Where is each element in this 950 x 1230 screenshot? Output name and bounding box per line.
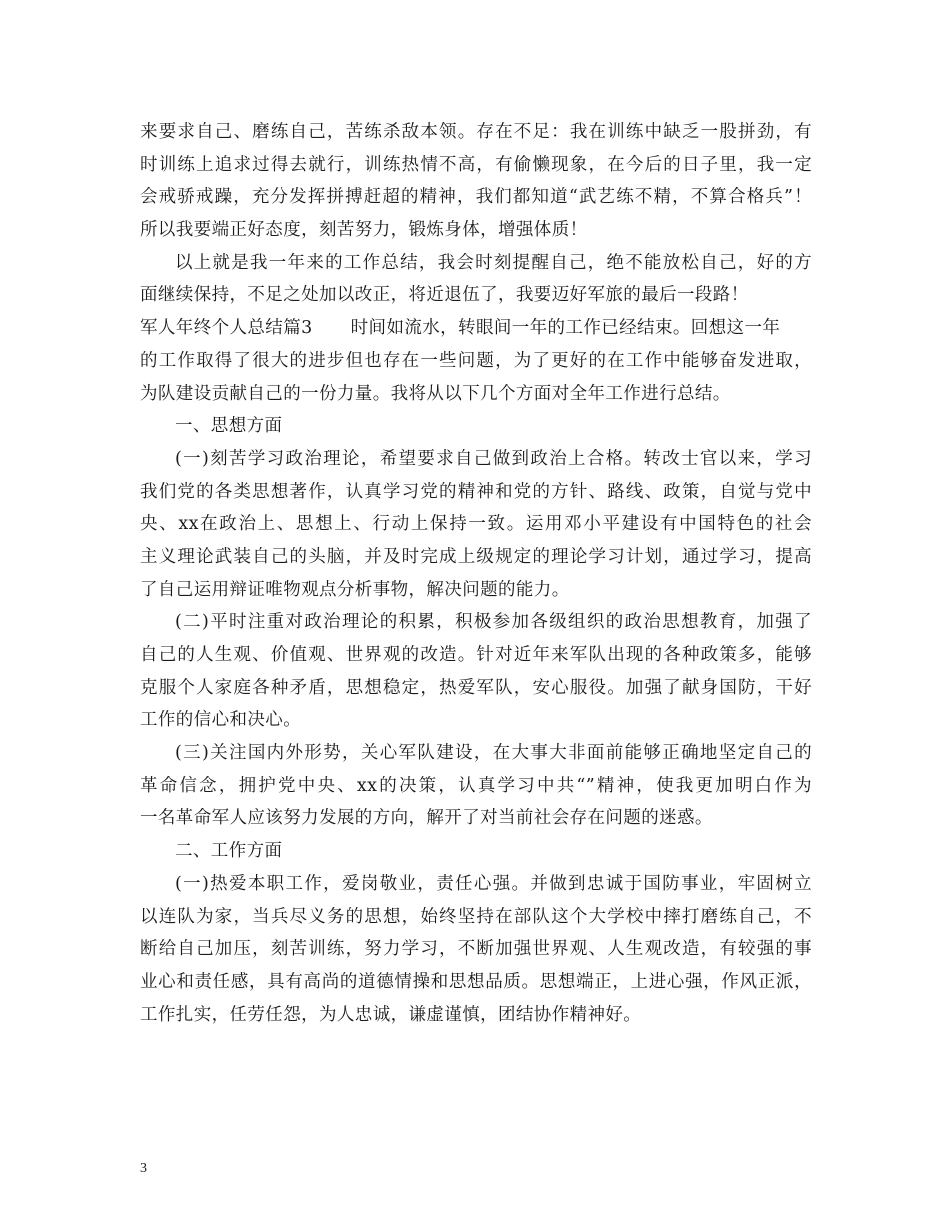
text-line [140, 835, 812, 868]
text-line [140, 966, 812, 999]
text-line-content: 一、思想方面 [175, 416, 283, 437]
text-line-content: 以连队为家，当兵尽义务的思想，始终坚持在部队这个大学校中摔打磨练自己，不 [140, 906, 812, 927]
text-line [140, 868, 812, 901]
text-line [140, 770, 812, 803]
text-line [140, 345, 812, 378]
text-line [140, 214, 812, 247]
text-line-content: 业心和责任感，具有高尚的道德情操和思想品质。思想端正，上进心强，作风正派， [140, 971, 812, 992]
text-line [140, 933, 812, 966]
text-line [140, 999, 812, 1032]
text-line-content: 时间如流水，转眼间一年的工作已经结束。回想这一年 [350, 318, 781, 339]
text-line-content: 为队建设贡献自己的一份力量。我将从以下几个方面对全年工作进行总结。 [140, 383, 731, 404]
text-line [140, 312, 812, 345]
text-line-content: 了自己运用辩证唯物观点分析事物，解决问题的能力。 [140, 579, 570, 600]
text-line [140, 247, 812, 280]
text-line-content: 克服个人家庭各种矛盾，思想稳定，热爱军队，安心服役。加强了献身国防，干好 [140, 677, 812, 698]
text-line-content: (一)热爱本职工作，爱岗敬业，责任心强。并做到忠诚于国防事业，牢固树立 [175, 873, 812, 894]
text-line-content: 军人年终个人总结篇3 [140, 318, 313, 339]
text-line-content: (一)刻苦学习政治理论，希望要求自己做到政治上合格。转改士官以来，学习 [175, 448, 812, 469]
text-line-content: 的工作取得了很大的进步但也存在一些问题，为了更好的在工作中能够奋发进取， [140, 350, 812, 371]
text-line-content: 面继续保持，不足之处加以改正，将近退伍了，我要迈好军旅的最后一段路！ [140, 285, 749, 306]
text-line-content: 工作的信心和决心。 [140, 710, 302, 731]
text-line-content: 以上就是我一年来的工作总结，我会时刻提醒自己，绝不能放松自己，好的方 [175, 252, 812, 273]
text-line [140, 802, 812, 835]
text-line-content: 我们党的各类思想著作，认真学习党的精神和党的方针、路线、政策，自觉与党中 [140, 481, 812, 502]
text-line [140, 181, 812, 214]
text-line [140, 476, 812, 509]
text-line-content: 革命信念，拥护党中央、xx的决策，认真学习中共“”精神，使我更加明白作为 [140, 775, 812, 796]
text-line-content: 主义理论武装自己的头脑，并及时完成上级规定的理论学习计划，通过学习，提高 [140, 546, 812, 567]
text-line [140, 704, 812, 737]
text-line [140, 116, 812, 149]
text-line-content: 断给自己加压，刻苦训练，努力学习，不断加强世界观、人生观改造，有较强的事 [140, 939, 812, 960]
text-line [140, 443, 812, 476]
text-line-content: 会戒骄戒躁，充分发挥拼搏赶超的精神，我们都知道“武艺练不精，不算合格兵”！ [140, 187, 812, 208]
text-line [140, 149, 812, 182]
text-line-content: 工作扎实，任劳任怨，为人忠诚，谦虚谨慎，团结协作精神好。 [140, 1004, 642, 1025]
text-line-content: 央、xx在政治上、思想上、行动上保持一致。运用邓小平建设有中国特色的社会 [140, 514, 812, 535]
text-line-content: 时训练上追求过得去就行，训练热情不高，有偷懒现象，在今后的日子里，我一定 [140, 154, 812, 175]
text-line [140, 606, 812, 639]
text-line-content: (二)平时注重对政治理论的积累，积极参加各级组织的政治思想教育，加强了 [175, 612, 812, 633]
text-line [140, 901, 812, 934]
text-line [140, 672, 812, 705]
text-line-content: 二、工作方面 [175, 841, 283, 862]
text-line [140, 508, 812, 541]
text-line [140, 279, 812, 312]
text-line [140, 541, 812, 574]
text-line [140, 410, 812, 443]
text-line [140, 378, 812, 411]
text-line [140, 574, 812, 607]
text-line [140, 639, 812, 672]
text-line-content: 自己的人生观、价值观、世界观的改造。针对近年来军队出现的各种政策多，能够 [140, 645, 812, 665]
body-text [140, 116, 812, 1031]
text-line-content: 来要求自己、磨练自己，苦练杀敌本领。存在不足：我在训练中缺乏一股拼劲，有 [140, 122, 812, 142]
text-line-content: 一名革命军人应该努力发展的方向，解开了对当前社会存在问题的迷惑。 [140, 808, 713, 829]
text-line-content: (三)关注国内外形势，关心军队建设，在大事大非面前能够正确地坚定自己的 [175, 743, 812, 764]
page-number: 3 [140, 1161, 147, 1176]
text-line-content: 所以我要端正好态度，刻苦努力，锻炼身体，增强体质！ [140, 220, 588, 241]
text-line [140, 737, 812, 770]
